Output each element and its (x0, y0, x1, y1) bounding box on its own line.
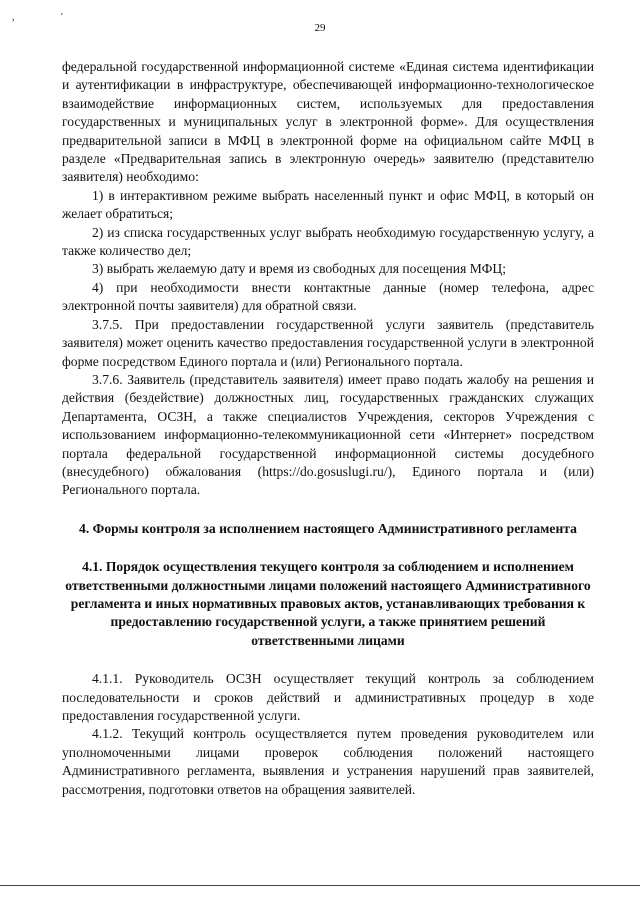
subsection-heading-4-1: 4.1. Порядок осуществления текущего контроля за соблюдением и исполнением ответственными должностными лицами положений настоящего Административного регламента и иных нормативных правовых актов, устанавливающих требования к предоставлению государственной услуги, а также принятием решений ответственными лицами (65, 559, 591, 648)
paragraph-3-7-6: 3.7.6. Заявитель (представитель заявителя) имеет право подать жалобу на решения и действия (бездействие) должностных лиц, государственных гражданских служащих Департамента, ОСЗН, а также специалистов Учреждения, секторов Учреждения с использованием информационно-телекоммуникационной сети «Интернет» посредством портала федеральной государственной информационной системы досудебного (внесудебного) обжалования (https://do.gosuslugi.ru/), Единого портала и (или) Регионального портала. (62, 371, 594, 498)
paragraph-4-1-1: 4.1.1. Руководитель ОСЗН осуществляет текущий контроль за соблюдением последовательности и сроков действий и административных процедур в ходе предоставления государственной услуги. (62, 671, 594, 723)
document-body (62, 58, 594, 799)
paragraph-3-7-5: 3.7.5. При предоставлении государственной услуги заявитель (представитель заявителя) может оценить качество предоставления государственной услуги в электронной форме посредством Единого портала и (или) Регионального портала. (62, 316, 594, 369)
page-number: 29 (314, 22, 326, 34)
section-heading-4: 4. Формы контроля за исполнением настоящего Административного регламента (79, 520, 577, 536)
list-item-4: 4) при необходимости внести контактные данные (номер телефона, адрес электронной почты заявителя) для обратной связи. (62, 279, 594, 314)
list-item-2: 2) из списка государственных услуг выбрать необходимую государственную услугу, а также количество дел; (62, 224, 594, 259)
list-item-1: 1) в интерактивном режиме выбрать населенный пункт и офис МФЦ, в который он желает обратиться; (62, 187, 594, 222)
page-bottom-rule (0, 885, 640, 886)
paragraph-continuation: федеральной государственной информационной системе «Единая система идентификации и аутентификации в инфраструктуре, обеспечивающей информационно-технологическое взаимодействие информационных систем, используемых для предоставления государственных и муниципальных услуг в электронной форме». Для осуществления предварительной записи в МФЦ в электронной форме на официальном сайте МФЦ в разделе «Предварительная запись в электронную очередь» заявителю (представителю заявителя) необходимо: (62, 59, 594, 185)
list-item-3: 3) выбрать желаемую дату и время из свободных для посещения МФЦ; (92, 261, 506, 277)
paragraph-4-1-2: 4.1.2. Текущий контроль осуществляется путем проведения руководителем или уполномоченными лицами проверок соблюдения положений настоящего Административного регламента, выявления и устранения нарушений прав заявителей, рассмотрения, подготовки ответов на обращения заявителей. (62, 726, 594, 797)
corner-marks: , ' (12, 12, 85, 23)
